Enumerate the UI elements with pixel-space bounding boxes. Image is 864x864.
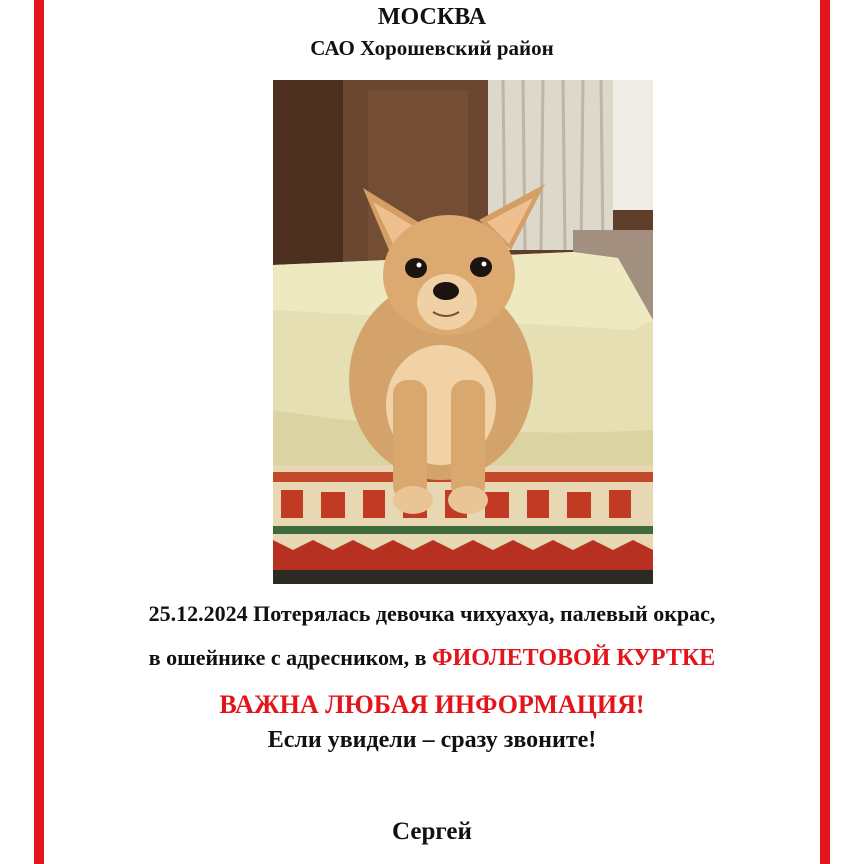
district-heading: САО Хорошевский район <box>310 36 554 60</box>
call-to-action: Если увидели – сразу звоните! <box>267 727 597 753</box>
city-heading: МОСКВА <box>377 4 487 30</box>
important-notice: ВАЖНА ЛЮБАЯ ИНФОРМАЦИЯ! <box>219 690 645 719</box>
contact-name: Сергей <box>392 818 472 845</box>
lost-description-line-1: 25.12.2024 Потерялась девочка чихуахуа, палевый окрас, <box>148 601 716 626</box>
collar-info: в ошейнике с адресником, в <box>148 645 432 670</box>
lost-description-line-2 <box>44 645 820 672</box>
jacket-highlight: ФИОЛЕТОВОЙ КУРТКЕ <box>431 645 716 671</box>
chihuahua-photo <box>273 80 653 584</box>
red-border-right <box>820 0 830 864</box>
red-border-left <box>34 0 44 864</box>
